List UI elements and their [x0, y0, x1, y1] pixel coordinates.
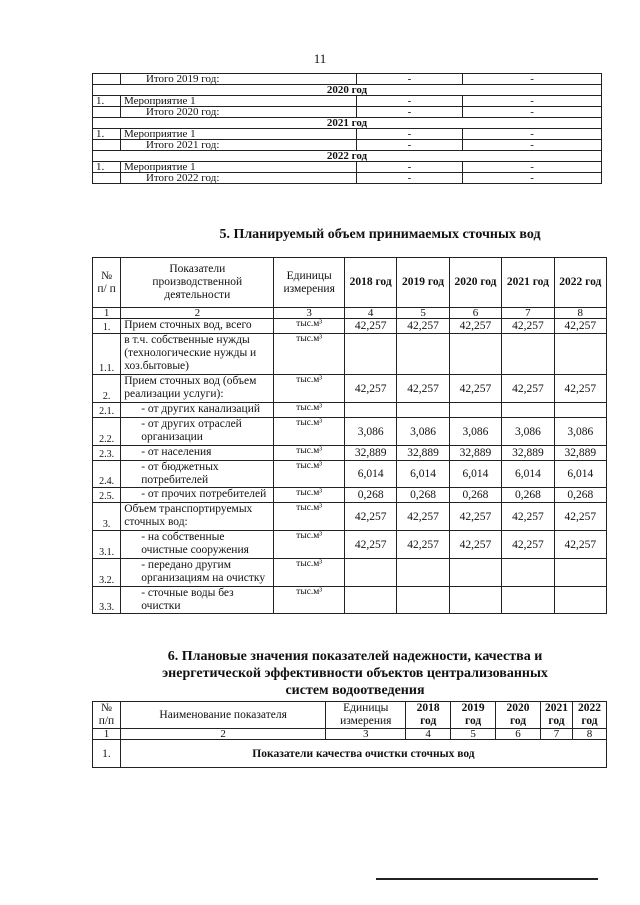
- row-name: - на собственные очистные сооружения: [121, 531, 274, 559]
- table-row: [93, 334, 607, 375]
- column-index: 7: [502, 308, 554, 319]
- row-value: -: [463, 96, 602, 107]
- column-index: 3: [326, 729, 406, 740]
- row-value: 32,889: [554, 446, 606, 461]
- row-value: -: [463, 140, 602, 151]
- table-row: [93, 129, 602, 140]
- row-num: 2.: [93, 375, 121, 403]
- row-value: 42,257: [397, 319, 449, 334]
- indicators-table: [92, 701, 607, 768]
- row-unit: тыс.м³: [274, 531, 345, 559]
- column-index: 5: [397, 308, 449, 319]
- row-value: 42,257: [554, 531, 606, 559]
- row-unit: тыс.м³: [274, 503, 345, 531]
- row-unit: тыс.м³: [274, 403, 345, 418]
- signature-line: [376, 878, 598, 880]
- row-name: - от других канализаций: [121, 403, 274, 418]
- table-row: [93, 375, 607, 403]
- row-name: - передано другим организациям на очистку: [121, 559, 274, 587]
- column-index: 8: [572, 729, 606, 740]
- row-value: [449, 559, 501, 587]
- t3-header-year: 2019 год: [451, 702, 496, 729]
- table-row: [93, 531, 607, 559]
- row-value: -: [356, 107, 463, 118]
- row-name: Мероприятие 1: [120, 162, 356, 173]
- row-unit: тыс.м³: [274, 334, 345, 375]
- t2-header-num: № п/ п: [93, 258, 121, 308]
- table-row: [93, 418, 607, 446]
- row-value: [449, 403, 501, 418]
- row-value: -: [463, 162, 602, 173]
- row-name: Мероприятие 1: [120, 129, 356, 140]
- row-value: -: [463, 107, 602, 118]
- table-row: [93, 319, 607, 334]
- row-value: [554, 403, 606, 418]
- row-num: 3.2.: [93, 559, 121, 587]
- row-unit: тыс.м³: [274, 375, 345, 403]
- row-value: 32,889: [344, 446, 396, 461]
- row-value: [397, 587, 449, 614]
- row-value: [397, 559, 449, 587]
- row-value: 42,257: [502, 503, 554, 531]
- section6-title-line: систем водоотведения: [285, 683, 425, 698]
- row-value: -: [356, 173, 463, 184]
- row-value: 3,086: [397, 418, 449, 446]
- column-index: 8: [554, 308, 606, 319]
- row-name: Прием сточных вод, всего: [121, 319, 274, 334]
- row-value: 42,257: [449, 503, 501, 531]
- section6-title-line: 6. Плановые значения показателей надежности, качества и: [167, 649, 543, 664]
- row-value: 42,257: [344, 503, 396, 531]
- row-value: [554, 587, 606, 614]
- row-value: 6,014: [344, 461, 396, 488]
- row-value: 42,257: [344, 375, 396, 403]
- row-unit: тыс.м³: [274, 587, 345, 614]
- table-row: [93, 587, 607, 614]
- row-unit: тыс.м³: [274, 418, 345, 446]
- row-value: -: [356, 140, 463, 151]
- row-num: 2.1.: [93, 403, 121, 418]
- table-row: [93, 140, 602, 151]
- row-value: 32,889: [502, 446, 554, 461]
- row-value: [397, 403, 449, 418]
- row-value: -: [356, 96, 463, 107]
- row-value: [502, 403, 554, 418]
- t2-header-year: 2018 год: [344, 258, 396, 308]
- row-value: [344, 559, 396, 587]
- row-value: [502, 334, 554, 375]
- row-value: 0,268: [449, 488, 501, 503]
- column-index: 6: [496, 729, 541, 740]
- t3-header-year: 2018 год: [406, 702, 451, 729]
- row-value: 42,257: [397, 375, 449, 403]
- row-num: 1.1.: [93, 334, 121, 375]
- row-value: 42,257: [397, 531, 449, 559]
- t3-header-num: № п/п: [93, 702, 121, 729]
- t2-header-year: 2021 год: [502, 258, 554, 308]
- row-name: Объем транспортируемых сточных вод:: [121, 503, 274, 531]
- row-value: 42,257: [449, 375, 501, 403]
- row-value: [502, 559, 554, 587]
- row-value: [344, 587, 396, 614]
- row-value: -: [356, 129, 463, 140]
- year-label: 2020 год: [93, 85, 602, 96]
- row-value: 42,257: [344, 319, 396, 334]
- row-num: [93, 107, 121, 118]
- row-num: 2.3.: [93, 446, 121, 461]
- row-name: в т.ч. собственные нужды (технологические нужды и хоз.бытовые): [121, 334, 274, 375]
- table-row: [93, 403, 607, 418]
- year-label: 2022 год: [93, 151, 602, 162]
- row-value: 0,268: [502, 488, 554, 503]
- row-name: - от населения: [121, 446, 274, 461]
- row-unit: тыс.м³: [274, 461, 345, 488]
- row-value: 42,257: [554, 503, 606, 531]
- row-unit: тыс.м³: [274, 488, 345, 503]
- column-index: 1: [93, 729, 121, 740]
- row-value: [554, 559, 606, 587]
- row-name: - от прочих потребителей: [121, 488, 274, 503]
- table-row: [93, 96, 602, 107]
- row-value: 3,086: [449, 418, 501, 446]
- row-num: 2.2.: [93, 418, 121, 446]
- row-value: 42,257: [502, 319, 554, 334]
- column-index: 2: [120, 729, 325, 740]
- row-num: [93, 74, 121, 85]
- row-num: 3.3.: [93, 587, 121, 614]
- row-name: - сточные воды без очистки: [121, 587, 274, 614]
- row-name: Итого 2021 год:: [120, 140, 356, 151]
- row-value: [449, 334, 501, 375]
- row-num: 3.: [93, 503, 121, 531]
- row-value: 6,014: [397, 461, 449, 488]
- row-value: [502, 587, 554, 614]
- row-num: [93, 173, 121, 184]
- column-index: 7: [540, 729, 572, 740]
- row-num: 3.1.: [93, 531, 121, 559]
- t3-row-num: 1.: [93, 740, 121, 768]
- row-value: 0,268: [344, 488, 396, 503]
- row-num: 1.: [93, 96, 121, 107]
- row-value: 32,889: [449, 446, 501, 461]
- row-value: 6,014: [502, 461, 554, 488]
- row-value: 3,086: [502, 418, 554, 446]
- row-value: -: [463, 74, 602, 85]
- t3-header-year: 2022 год: [572, 702, 606, 729]
- row-value: 3,086: [344, 418, 396, 446]
- table-row: [93, 559, 607, 587]
- row-value: 42,257: [502, 531, 554, 559]
- row-value: -: [356, 74, 463, 85]
- table-row: [93, 162, 602, 173]
- table-row: [93, 74, 602, 85]
- row-name: Итого 2019 год:: [120, 74, 356, 85]
- table-row: [93, 461, 607, 488]
- row-value: [344, 334, 396, 375]
- row-value: 6,014: [554, 461, 606, 488]
- row-name: - от бюджетных потребителей: [121, 461, 274, 488]
- section6-title-line: энергетической эффективности объектов централизованных: [162, 666, 548, 681]
- section6-title: [120, 648, 590, 699]
- row-value: [397, 334, 449, 375]
- row-name: - от других отраслей организации: [121, 418, 274, 446]
- row-value: 6,014: [449, 461, 501, 488]
- t2-header-year: 2020 год: [449, 258, 501, 308]
- row-num: [93, 140, 121, 151]
- t2-header-year: 2019 год: [397, 258, 449, 308]
- row-num: 1.: [93, 319, 121, 334]
- t3-header-unit: Единицы измерения: [326, 702, 406, 729]
- row-value: 0,268: [554, 488, 606, 503]
- table-row: [93, 503, 607, 531]
- column-index: 2: [121, 308, 274, 319]
- column-index: 6: [449, 308, 501, 319]
- t3-header-year: 2021 год: [540, 702, 572, 729]
- t3-header-year: 2020 год: [496, 702, 541, 729]
- wastewater-volume-table: [92, 257, 607, 614]
- row-value: 42,257: [554, 319, 606, 334]
- row-unit: тыс.м³: [274, 446, 345, 461]
- page-number: 11: [313, 51, 327, 66]
- row-value: 32,889: [397, 446, 449, 461]
- row-value: 42,257: [449, 319, 501, 334]
- row-name: Мероприятие 1: [120, 96, 356, 107]
- row-value: 42,257: [502, 375, 554, 403]
- row-num: 2.5.: [93, 488, 121, 503]
- row-num: 1.: [93, 129, 121, 140]
- column-index: 4: [406, 729, 451, 740]
- row-value: -: [463, 173, 602, 184]
- row-value: 42,257: [449, 531, 501, 559]
- section5-title: 5. Планируемый объем принимаемых сточных вод: [219, 227, 541, 242]
- row-value: [554, 334, 606, 375]
- t2-header-name: Показатели производственной деятельности: [121, 258, 274, 308]
- top-table: [92, 73, 602, 184]
- row-name: Итого 2020 год:: [120, 107, 356, 118]
- year-row: [93, 85, 602, 96]
- row-unit: тыс.м³: [274, 319, 345, 334]
- row-name: Итого 2022 год:: [120, 173, 356, 184]
- row-num: 1.: [93, 162, 121, 173]
- table-row: [93, 488, 607, 503]
- column-index: 1: [93, 308, 121, 319]
- column-index: 3: [274, 308, 345, 319]
- year-row: [93, 118, 602, 129]
- t2-header-year: 2022 год: [554, 258, 606, 308]
- row-value: -: [356, 162, 463, 173]
- row-value: [344, 403, 396, 418]
- column-index: 4: [344, 308, 396, 319]
- table-row: [93, 173, 602, 184]
- row-value: 3,086: [554, 418, 606, 446]
- row-num: 2.4.: [93, 461, 121, 488]
- table-row: [93, 107, 602, 118]
- t3-row-label: Показатели качества очистки сточных вод: [120, 740, 606, 768]
- row-value: -: [463, 129, 602, 140]
- t3-header-name: Наименование показателя: [120, 702, 325, 729]
- column-index: 5: [451, 729, 496, 740]
- year-label: 2021 год: [93, 118, 602, 129]
- row-value: 42,257: [397, 503, 449, 531]
- row-value: 42,257: [344, 531, 396, 559]
- year-row: [93, 151, 602, 162]
- row-name: Прием сточных вод (объем реализации услуги):: [121, 375, 274, 403]
- t2-header-unit: Единицы измерения: [274, 258, 345, 308]
- row-unit: тыс.м³: [274, 559, 345, 587]
- row-value: 42,257: [554, 375, 606, 403]
- row-value: 0,268: [397, 488, 449, 503]
- table-row: [93, 446, 607, 461]
- row-value: [449, 587, 501, 614]
